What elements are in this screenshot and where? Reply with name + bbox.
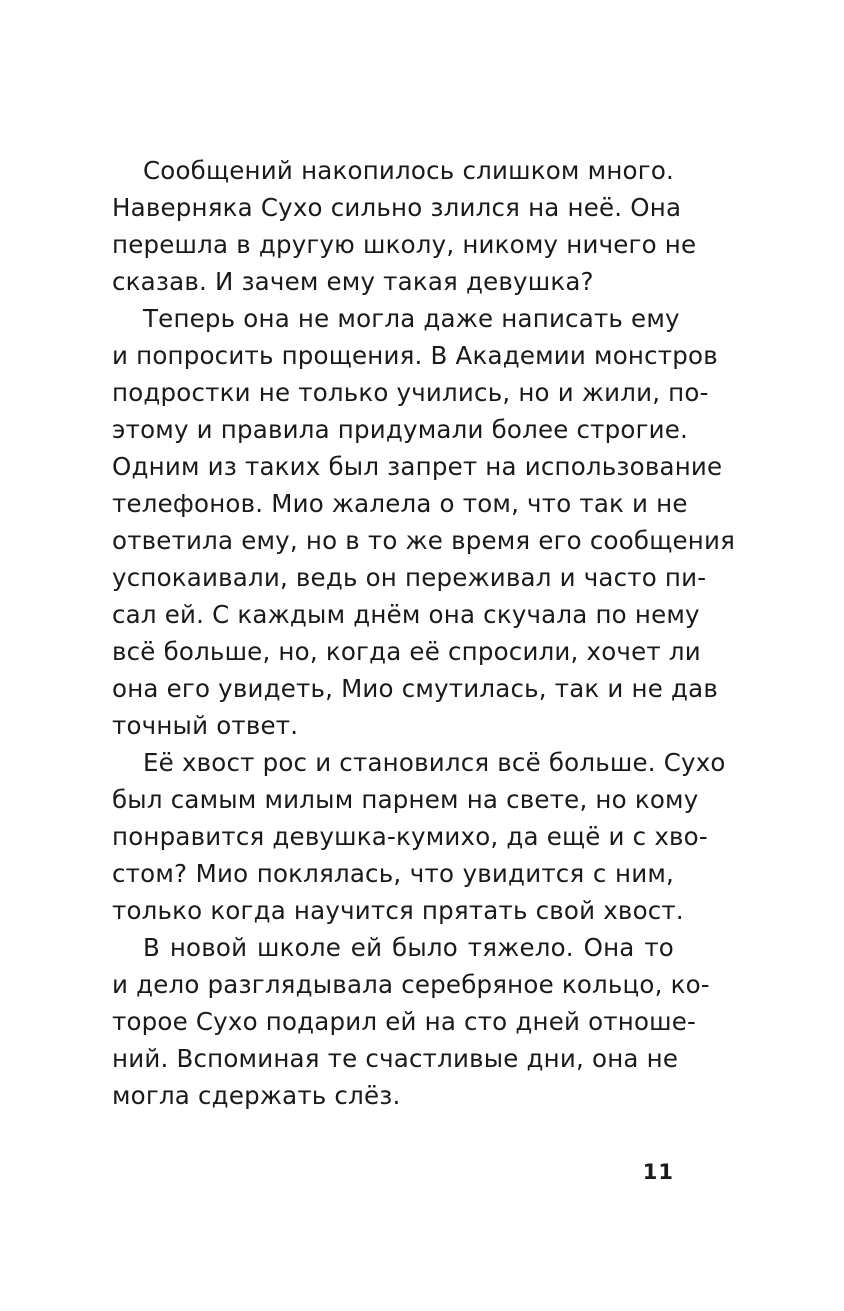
text-line: успокаивали, ведь он переживал и часто пи- bbox=[112, 563, 707, 592]
text-line: сал ей. С каждым днём она скучала по нему bbox=[112, 600, 700, 629]
text-line: и попросить прощения. В Академии монстров bbox=[112, 341, 718, 370]
page-number: 11 bbox=[642, 1160, 674, 1184]
text-line: Сообщений накопилось слишком много. bbox=[143, 156, 674, 185]
text-line: сказав. И зачем ему такая девушка? bbox=[112, 267, 594, 296]
text-line: Её хвост рос и становился всё больше. Сухо bbox=[143, 748, 726, 777]
text-line: стом? Мио поклялась, что увидится с ним, bbox=[112, 859, 674, 888]
text-line: могла сдержать слёз. bbox=[112, 1081, 401, 1110]
text-line: понравится девушка-кумихо, да ещё и с хво- bbox=[112, 822, 708, 851]
text-line: этому и правила придумали более строгие. bbox=[112, 415, 689, 444]
text-line: Одним из таких был запрет на использование bbox=[112, 452, 723, 481]
text-line: Наверняка Сухо сильно злился на неё. Она bbox=[112, 193, 682, 222]
text-line: телефонов. Мио жалела о том, что так и не bbox=[112, 489, 688, 518]
page-body bbox=[112, 152, 736, 1114]
text-line: всё больше, но, когда её спросили, хочет ли bbox=[112, 637, 701, 666]
text-line: торое Сухо подарил ей на сто дней отноше- bbox=[112, 1007, 697, 1036]
text-line: ний. Вспоминая те счастливые дни, она не bbox=[112, 1044, 679, 1073]
text-line: она его увидеть, Мио смутилась, так и не дав bbox=[112, 674, 718, 703]
text-line: только когда научится прятать свой хвост. bbox=[112, 896, 684, 925]
paragraph-2 bbox=[112, 300, 736, 744]
paragraph-3 bbox=[112, 744, 726, 929]
paragraph-1 bbox=[112, 152, 697, 300]
paragraph-4 bbox=[112, 929, 710, 1114]
text-line: и дело разглядывала серебряное кольцо, ко- bbox=[112, 970, 710, 999]
text-line: подростки не только учились, но и жили, по- bbox=[112, 378, 709, 407]
text-line: перешла в другую школу, никому ничего не bbox=[112, 230, 697, 259]
text-line: был самым милым парнем на свете, но кому bbox=[112, 785, 699, 814]
text-line: ответила ему, но в то же время его сообщения bbox=[112, 526, 736, 555]
text-line: точный ответ. bbox=[112, 711, 299, 740]
text-line: В новой школе ей было тяжело. Она то bbox=[143, 933, 674, 962]
text-line: Теперь она не могла даже написать ему bbox=[143, 304, 680, 333]
